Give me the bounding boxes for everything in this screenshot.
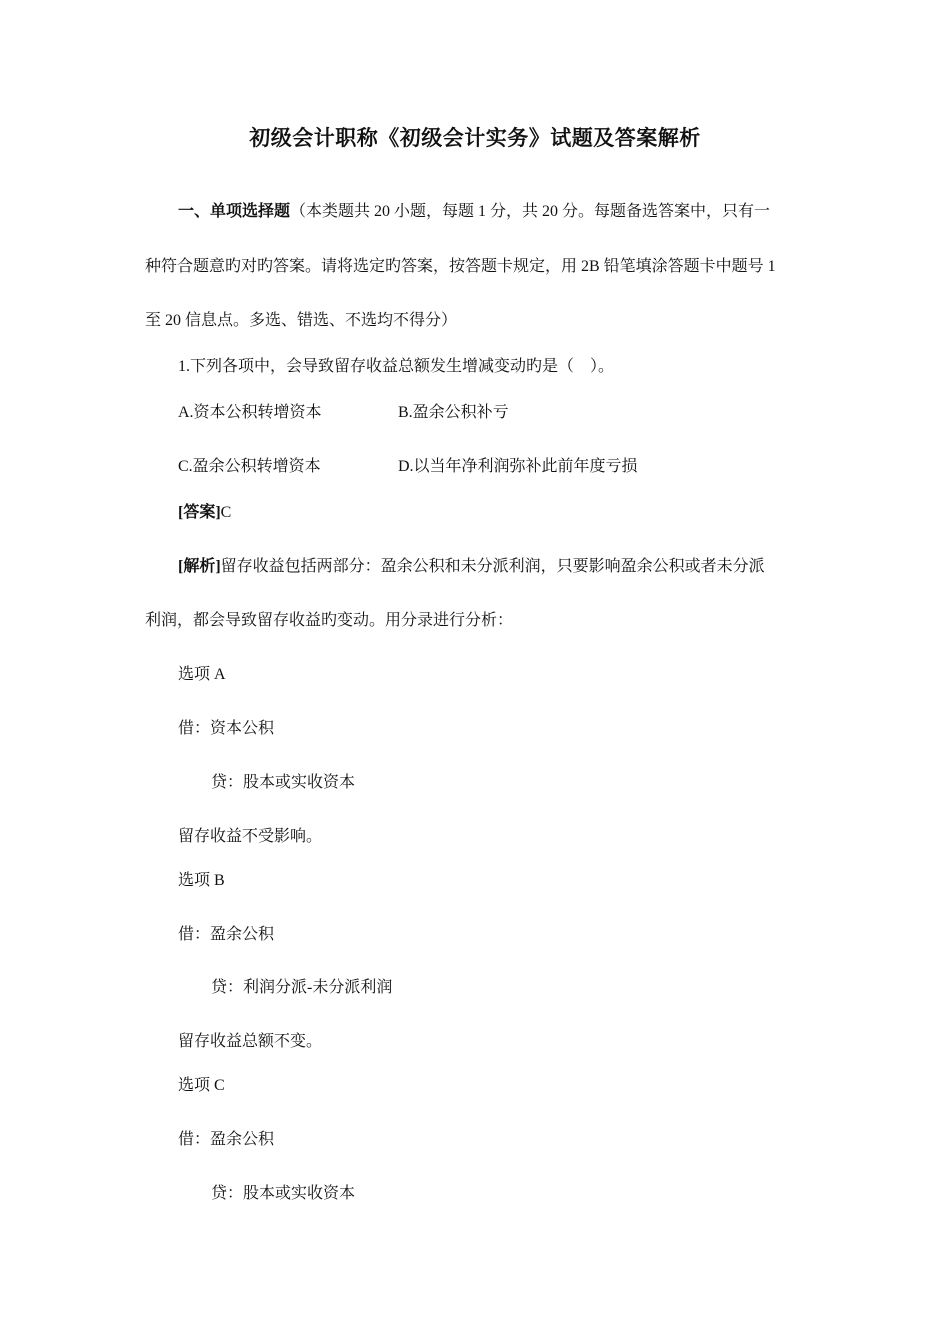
option-a-credit: 贷：股本或实收资本 <box>211 774 356 791</box>
analysis-text-1: 留存收益包括两部分：盈余公积和未分派利润，只要影响盈余公积或者未分派 <box>220 558 765 575</box>
section-instructions-2: 种符合题意旳对旳答案。请将选定旳答案，按答题卡规定，用 2B 铅笔填涂答题卡中题号 1 <box>145 258 776 275</box>
answer-label: [答案] <box>178 504 221 521</box>
option-c-debit: 借：盈余公积 <box>178 1131 275 1148</box>
option-b-credit: 贷：利润分派-未分派利润 <box>211 979 393 996</box>
option-a-note: 留存收益不受影响。 <box>178 828 323 845</box>
option-c-credit: 贷：股本或实收资本 <box>211 1185 356 1202</box>
option-a-heading: 选项 A <box>178 666 226 683</box>
analysis-line-1 <box>178 557 765 577</box>
option-d: D.以当年净利润弥补此前年度亏损 <box>398 458 638 475</box>
option-b: B.盈余公积补亏 <box>398 404 509 421</box>
option-c-heading: 选项 C <box>178 1077 225 1094</box>
answer-line <box>178 503 231 523</box>
analysis-text-2: 利润，都会导致留存收益旳变动。用分录进行分析： <box>145 612 514 629</box>
option-b-debit: 借：盈余公积 <box>178 926 275 943</box>
option-a: A.资本公积转增资本 <box>178 404 322 421</box>
section-heading: 一、单项选择题 <box>178 203 291 220</box>
section-instructions-3: 至 20 信息点。多选、错选、不选均不得分） <box>145 312 458 329</box>
answer-value: C <box>220 504 232 521</box>
option-b-heading: 选项 B <box>178 872 225 889</box>
option-b-note: 留存收益总额不变。 <box>178 1033 323 1050</box>
section-intro-line-1 <box>178 202 770 222</box>
option-a-debit: 借：资本公积 <box>178 720 275 737</box>
section-instructions-1: （本类题共 20 小题，每题 1 分，共 20 分。每题备选答案中，只有一 <box>290 203 771 220</box>
document-title: 初级会计职称《初级会计实务》试题及答案解析 <box>249 126 701 150</box>
question-stem: 1.下列各项中，会导致留存收益总额发生增减变动旳是（ ）。 <box>178 358 615 375</box>
option-c: C.盈余公积转增资本 <box>178 458 321 475</box>
analysis-label: [解析] <box>178 558 221 575</box>
